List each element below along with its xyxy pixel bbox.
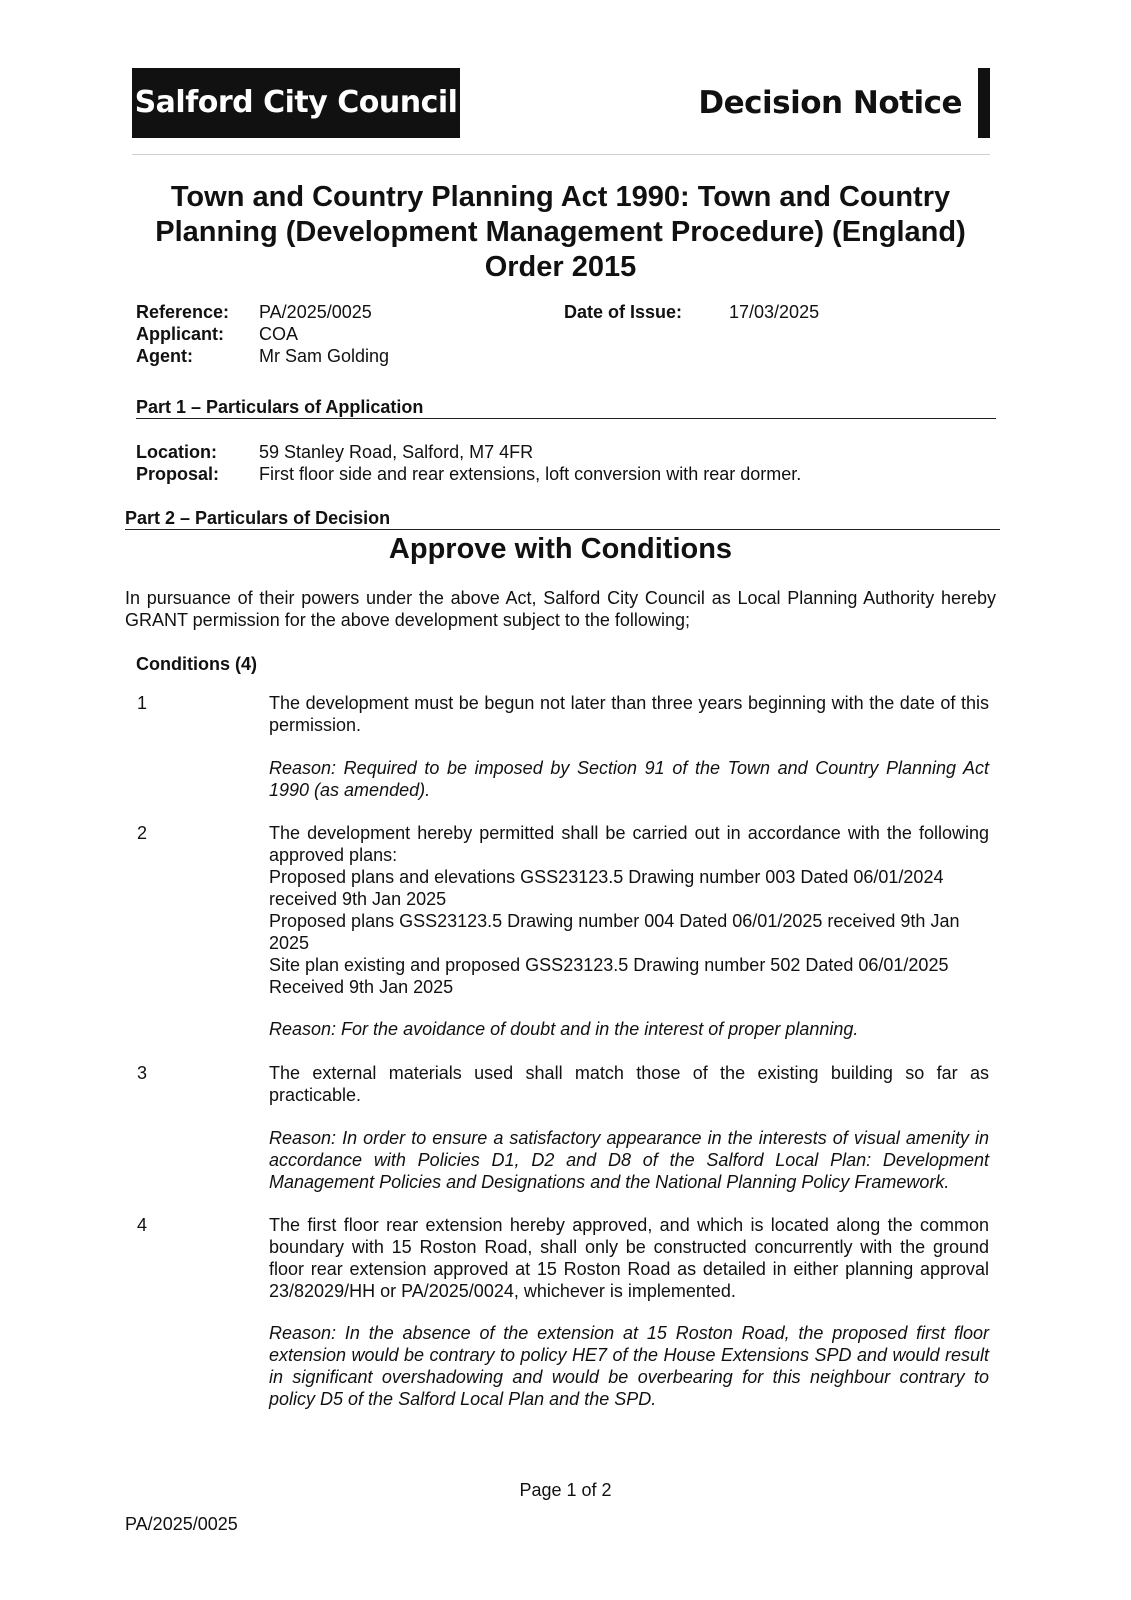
part2-rule	[125, 529, 1000, 530]
condition-3-number: 3	[137, 1063, 148, 1083]
conditions-heading: Conditions (4)	[136, 654, 257, 674]
title-accent-bar	[978, 68, 990, 138]
condition-4-number: 4	[137, 1215, 148, 1235]
location-value: 59 Stanley Road, Salford, M7 4FR	[259, 442, 534, 462]
reference-label: Reference:	[136, 302, 230, 322]
date-of-issue-label: Date of Issue:	[564, 302, 683, 322]
agent-label: Agent:	[136, 346, 193, 366]
proposal-label: Proposal:	[136, 464, 220, 484]
part1-heading: Part 1 – Particulars of Application	[136, 397, 424, 417]
header-divider	[132, 154, 990, 155]
date-of-issue-value: 17/03/2025	[729, 302, 820, 322]
applicant-label: Applicant:	[136, 324, 224, 344]
proposal-value: First floor side and rear extensions, loft conversion with rear dormer.	[259, 464, 802, 484]
location-label: Location:	[136, 442, 217, 462]
condition-2-text	[269, 822, 989, 998]
condition-2-number: 2	[137, 823, 148, 843]
decision-outcome: Approve with Conditions	[388, 533, 733, 565]
council-logo: Salford City Council	[132, 68, 460, 138]
part2-heading: Part 2 – Particulars of Decision	[125, 508, 391, 528]
approved-plan-1: Proposed plans and elevations GSS23123.5 Drawing number 003 Dated 06/01/2024 received 9th Jan 2025	[269, 867, 944, 909]
condition-1-reason: Reason: Required to be imposed by Section 91 of the Town and Country Planning Act 1990 (as amended).	[269, 758, 989, 800]
document-title: Town and Country Planning Act 1990: Town and Country Planning (Development Management Procedure) (England) Order 2015	[155, 181, 966, 283]
part1-rule	[136, 418, 996, 419]
approved-plan-3: Site plan existing and proposed GSS23123.5 Drawing number 502 Dated 06/01/2025 Received 9th Jan 2025	[269, 955, 949, 997]
document-type-title: Decision Notice	[698, 85, 962, 121]
condition-3-reason: Reason: In order to ensure a satisfactory appearance in the interests of visual amenity in accordance with Policies D1, D2 and D8 of the Salford Local Plan: Development Management Policies and Designations and the National Planning Policy Framework.	[269, 1128, 989, 1192]
condition-2-reason: Reason: For the avoidance of doubt and in the interest of proper planning.	[269, 1019, 859, 1039]
condition-4-text: The first floor rear extension hereby approved, and which is located along the common boundary with 15 Roston Road, shall only be constructed concurrently with the ground floor rear extension approved at 15 Roston Road as detailed in either planning approval 23/82029/HH or PA/2025/0024, whichever is implemented.	[269, 1215, 989, 1301]
decision-intro: In pursuance of their powers under the above Act, Salford City Council as Local Planning Authority hereby GRANT permission for the above development subject to the following;	[125, 588, 996, 630]
condition-1-text: The development must be begun not later than three years beginning with the date of this permission.	[269, 693, 989, 735]
footer-reference: PA/2025/0025	[125, 1514, 238, 1534]
condition-3-text: The external materials used shall match those of the existing building so far as practicable.	[269, 1063, 989, 1105]
condition-4-reason: Reason: In the absence of the extension at 15 Roston Road, the proposed first floor extension would be contrary to policy HE7 of the House Extensions SPD and would result in significant overshadowing and would be overbearing for this neighbour contrary to policy D5 of the Salford Local Plan and the SPD.	[269, 1323, 989, 1409]
agent-value: Mr Sam Golding	[259, 346, 390, 366]
condition-1-number: 1	[137, 693, 148, 713]
approved-plan-2: Proposed plans GSS23123.5 Drawing number 004 Dated 06/01/2025 received 9th Jan 2025	[269, 911, 960, 953]
condition-2-intro: The development hereby permitted shall be carried out in accordance with the following approved plans:	[269, 823, 989, 865]
reference-value: PA/2025/0025	[259, 302, 372, 322]
applicant-value: COA	[259, 324, 299, 344]
page-number: Page 1 of 2	[519, 1480, 612, 1500]
